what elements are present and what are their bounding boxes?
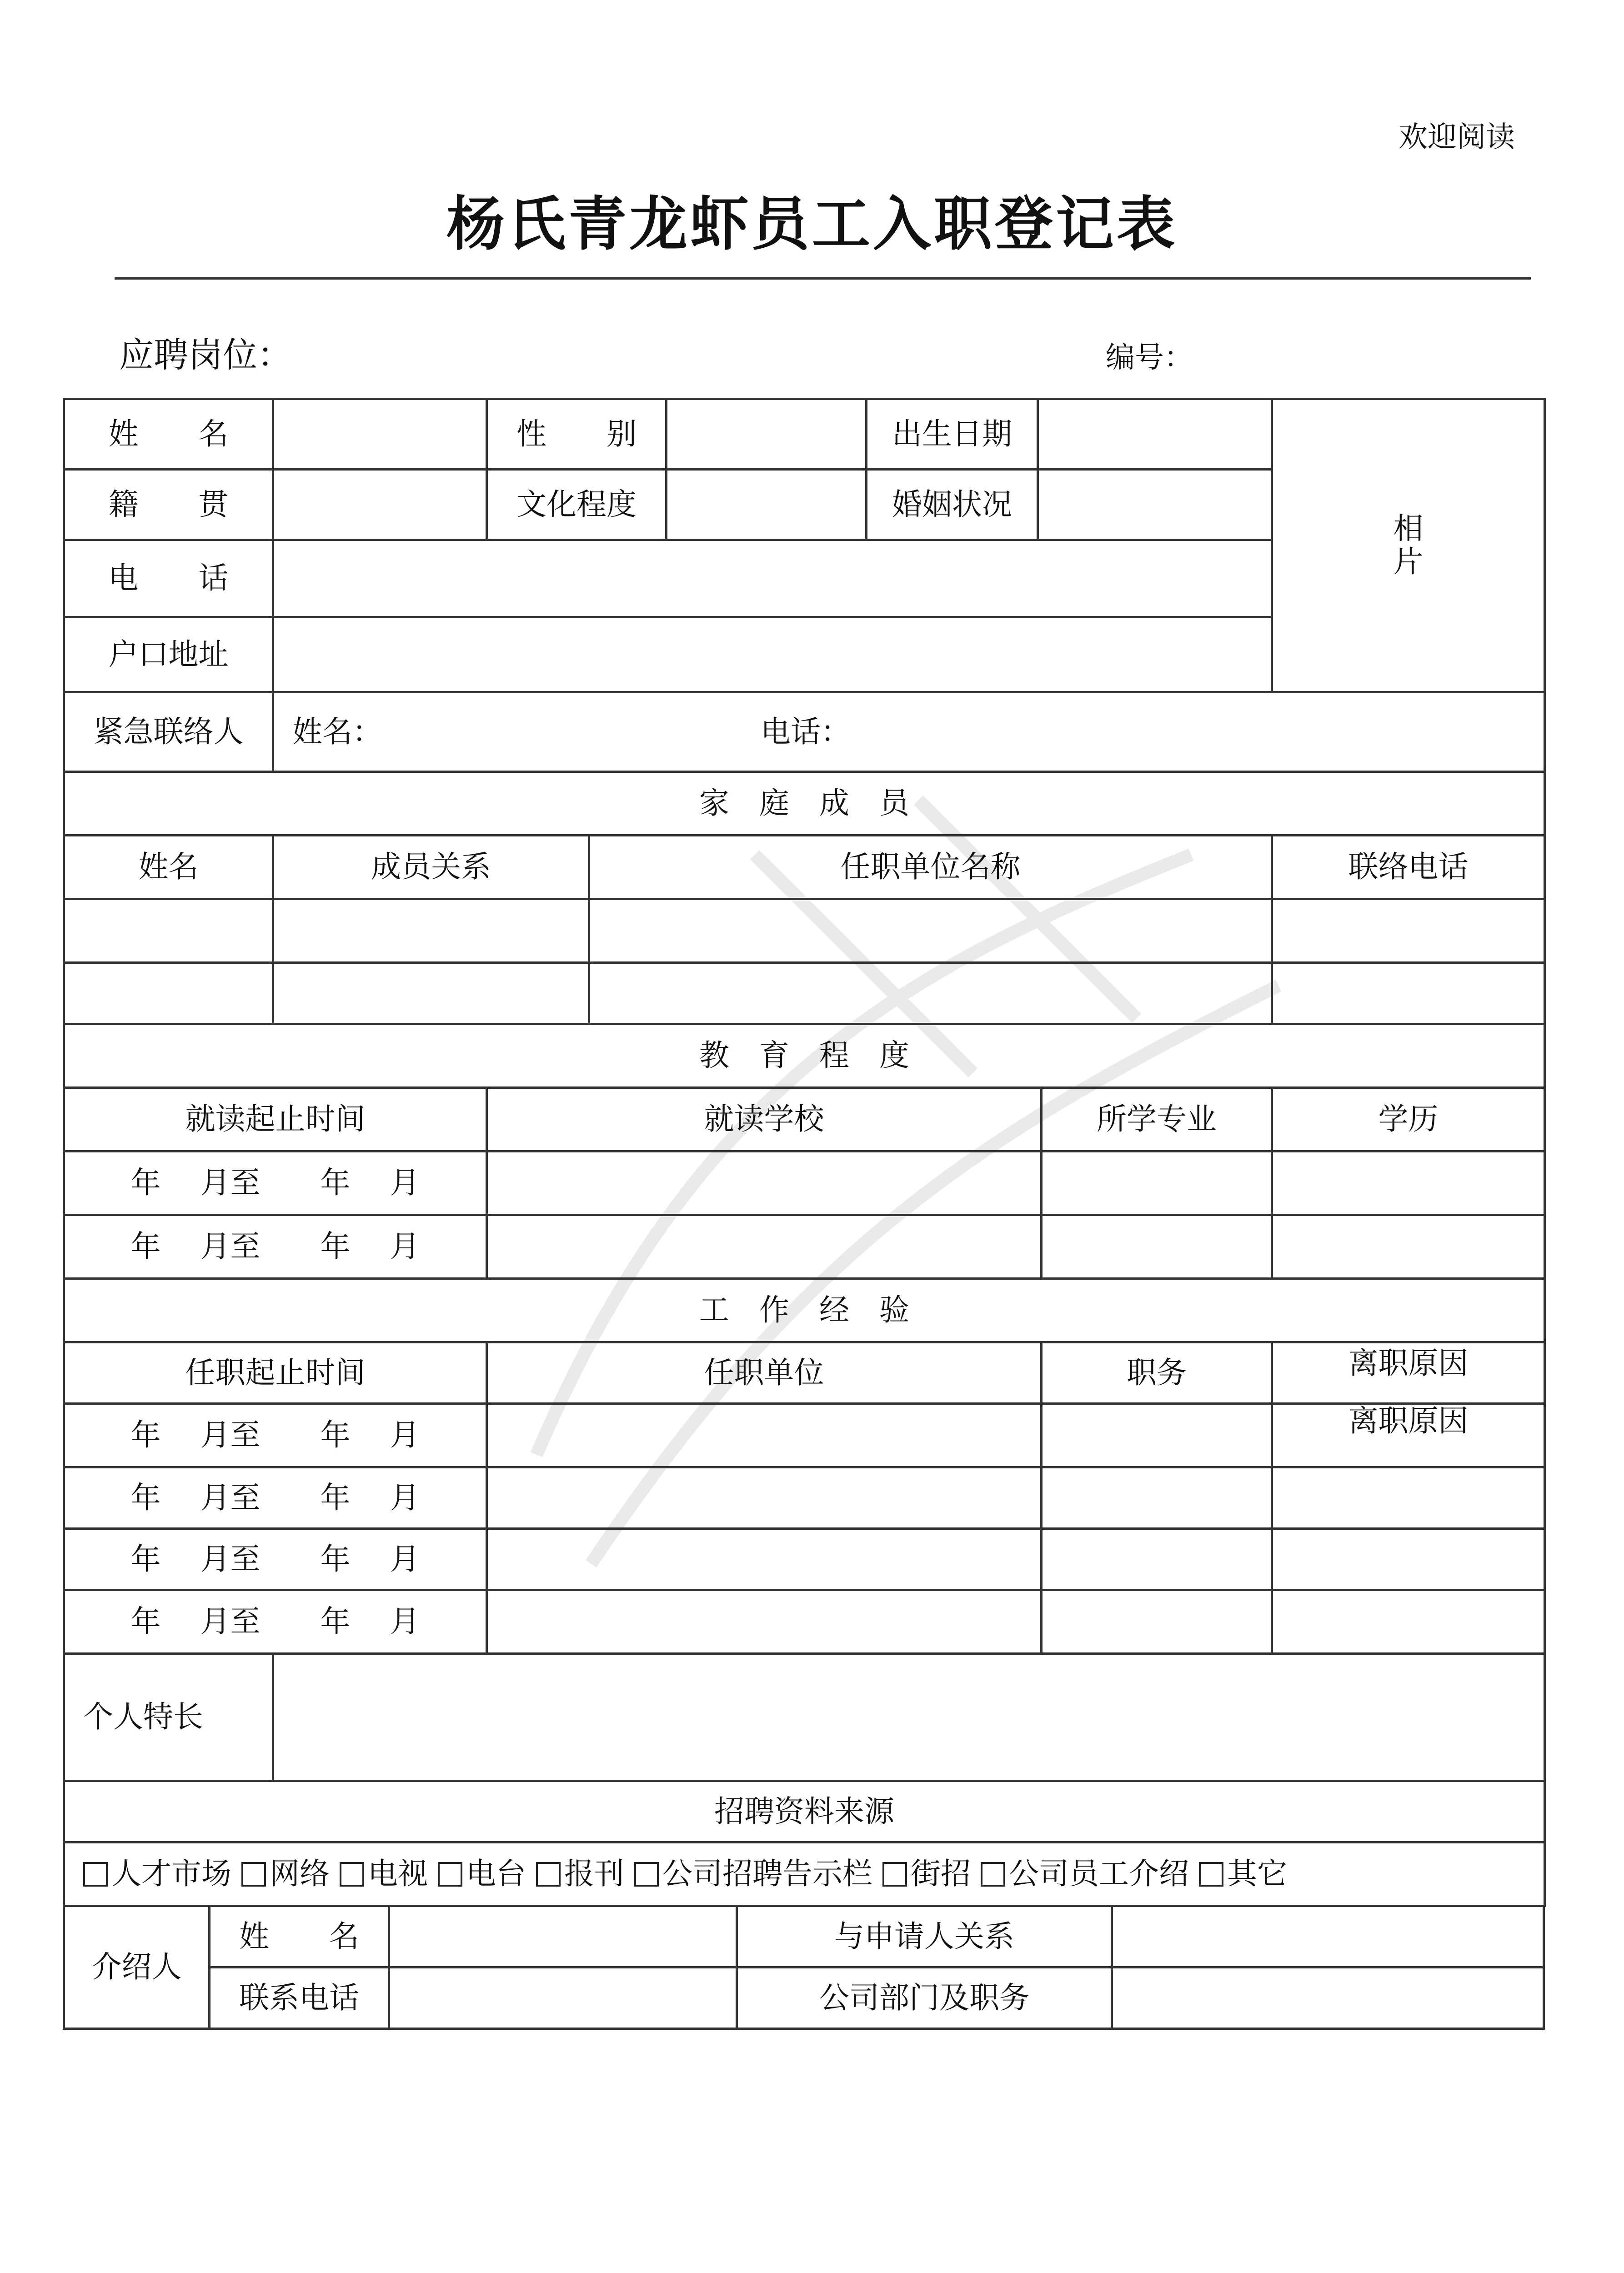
work-row-3-employer[interactable] [486,1527,1043,1591]
edu-row-1-degree[interactable] [1271,1150,1546,1216]
label-name: 姓 名 [63,398,274,471]
option-company-board-label: 公司招聘告示栏 [662,1856,872,1892]
number-label: 编号： [1106,341,1193,375]
label-birth: 出生日期 [865,398,1039,471]
option-street-label: 街招 [911,1856,971,1892]
work-row-3-role[interactable] [1040,1527,1273,1591]
label-origin: 籍 贯 [63,468,274,541]
work-header-employer: 任职单位 [486,1341,1043,1405]
work-row-4-employer[interactable] [486,1589,1043,1655]
input-name[interactable] [272,398,488,471]
label-referrer-relation: 与申请人关系 [736,1905,1113,1968]
source-options-row [63,1841,1546,1907]
label-gender: 性 别 [486,398,667,471]
input-phone[interactable] [272,539,1273,618]
option-talent-market-label: 人才市场 [111,1856,231,1892]
work-header-role: 职务 [1040,1341,1273,1405]
option-employee-referral[interactable] [981,1857,1189,1891]
option-street[interactable] [882,1857,971,1891]
welcome-text: 欢迎阅读 [1398,120,1515,154]
family-header-employer: 任职单位名称 [588,834,1273,900]
form-title: 杨氏青龙虾员工入职登记表 [446,190,1178,258]
emergency-contact-row[interactable] [272,691,1546,773]
edu-row-2-degree[interactable] [1271,1214,1546,1280]
checkbox-radio[interactable] [438,1862,462,1887]
input-marital[interactable] [1037,468,1273,541]
family-header-name: 姓名 [63,834,274,900]
section-education-title: 教 育 程 度 [63,1023,1546,1089]
label-referrer-phone: 联系电话 [208,1966,390,2030]
work-row-2-employer[interactable] [486,1466,1043,1530]
label-referrer-name: 姓 名 [208,1905,390,1968]
edu-row-2-major[interactable] [1040,1214,1273,1280]
photo-box[interactable] [1271,398,1546,693]
option-newspaper-label: 报刊 [564,1856,624,1892]
work-row-1-role[interactable] [1040,1402,1273,1468]
label-marital: 婚姻状况 [865,468,1039,541]
section-source-title: 招聘资料来源 [63,1780,1546,1843]
label-education-level: 文化程度 [486,468,667,541]
work-row-1-reason[interactable]: 离职原因 [1271,1402,1546,1468]
option-company-board[interactable] [634,1857,872,1891]
label-referrer-dept: 公司部门及职务 [736,1966,1113,2030]
checkbox-newspaper[interactable] [536,1862,561,1887]
emergency-name-label: 姓名： [292,714,382,749]
emergency-phone-label: 电话： [761,714,851,749]
work-row-2-role[interactable] [1040,1466,1273,1530]
edu-row-1-period[interactable]: 年 月至 年 月 [63,1150,488,1216]
section-work-title: 工 作 经 验 [63,1277,1546,1343]
input-skills[interactable] [272,1652,1546,1782]
input-hukou[interactable] [272,616,1273,693]
edu-header-major: 所学专业 [1040,1086,1273,1152]
work-row-4-period[interactable]: 年 月至 年 月 [63,1589,488,1655]
edu-row-1-school[interactable] [486,1150,1043,1216]
edu-row-2-period[interactable]: 年 月至 年 月 [63,1214,488,1280]
option-other-label: 其它 [1227,1856,1287,1892]
option-employee-referral-label: 公司员工介绍 [1009,1856,1189,1892]
position-label: 应聘岗位： [119,335,292,375]
work-row-2-period[interactable]: 年 月至 年 月 [63,1466,488,1530]
option-tv[interactable] [340,1857,428,1891]
option-radio-label: 电台 [466,1856,526,1892]
family-header-phone: 联络电话 [1271,834,1546,900]
input-referrer-phone[interactable] [388,1966,738,2030]
family-row-2-name[interactable] [63,961,274,1025]
option-talent-market[interactable] [83,1857,231,1891]
family-row-1-employer[interactable] [588,898,1273,964]
label-emergency: 紧急联络人 [63,691,274,773]
family-row-2-employer[interactable] [588,961,1273,1025]
family-row-1-relation[interactable] [272,898,590,964]
work-row-3-period[interactable]: 年 月至 年 月 [63,1527,488,1591]
option-tv-label: 电视 [368,1856,428,1892]
checkbox-internet[interactable] [241,1862,266,1887]
input-birth[interactable] [1037,398,1273,471]
work-header-reason: 离职原因 [1271,1341,1546,1405]
checkbox-tv[interactable] [340,1862,364,1887]
photo-label-1: 相 [1393,511,1424,546]
input-education-level[interactable] [665,468,867,541]
label-referrer: 介绍人 [63,1905,211,2030]
edu-row-2-school[interactable] [486,1214,1043,1280]
checkbox-street[interactable] [882,1862,907,1887]
option-newspaper[interactable] [536,1857,624,1891]
family-row-2-relation[interactable] [272,961,590,1025]
option-internet-label: 网络 [270,1856,330,1892]
work-row-1-period[interactable]: 年 月至 年 月 [63,1402,488,1468]
input-referrer-dept[interactable] [1111,1966,1545,2030]
work-row-1-employer[interactable] [486,1402,1043,1468]
family-row-1-phone[interactable] [1271,898,1546,964]
work-row-3-reason[interactable] [1271,1527,1546,1591]
input-referrer-name[interactable] [388,1905,738,1968]
edu-header-period: 就读起止时间 [63,1086,488,1152]
option-radio[interactable] [438,1857,526,1891]
input-origin[interactable] [272,468,488,541]
work-row-2-reason[interactable] [1271,1466,1546,1530]
checkbox-employee-referral[interactable] [981,1862,1005,1887]
label-skills: 个人特长 [63,1652,274,1782]
edu-header-school: 就读学校 [486,1086,1043,1152]
checkbox-other[interactable] [1199,1862,1223,1887]
section-family-title: 家 庭 成 员 [63,771,1546,836]
label-hukou: 户口地址 [63,616,274,693]
input-referrer-relation[interactable] [1111,1905,1545,1968]
checkbox-talent-market[interactable] [83,1862,108,1887]
photo-label-2: 片 [1393,544,1424,579]
work-row-4-reason[interactable] [1271,1589,1546,1655]
family-row-2-phone[interactable] [1271,961,1546,1025]
edu-header-degree: 学历 [1271,1086,1546,1152]
label-phone: 电 话 [63,539,274,618]
work-header-period: 任职起止时间 [63,1341,488,1405]
checkbox-company-board[interactable] [634,1862,659,1887]
input-gender[interactable] [665,398,867,471]
option-other[interactable] [1199,1857,1287,1891]
family-row-1-name[interactable] [63,898,274,964]
work-row-4-role[interactable] [1040,1589,1273,1655]
option-internet[interactable] [241,1857,330,1891]
family-header-relation: 成员关系 [272,834,590,900]
edu-row-1-major[interactable] [1040,1150,1273,1216]
